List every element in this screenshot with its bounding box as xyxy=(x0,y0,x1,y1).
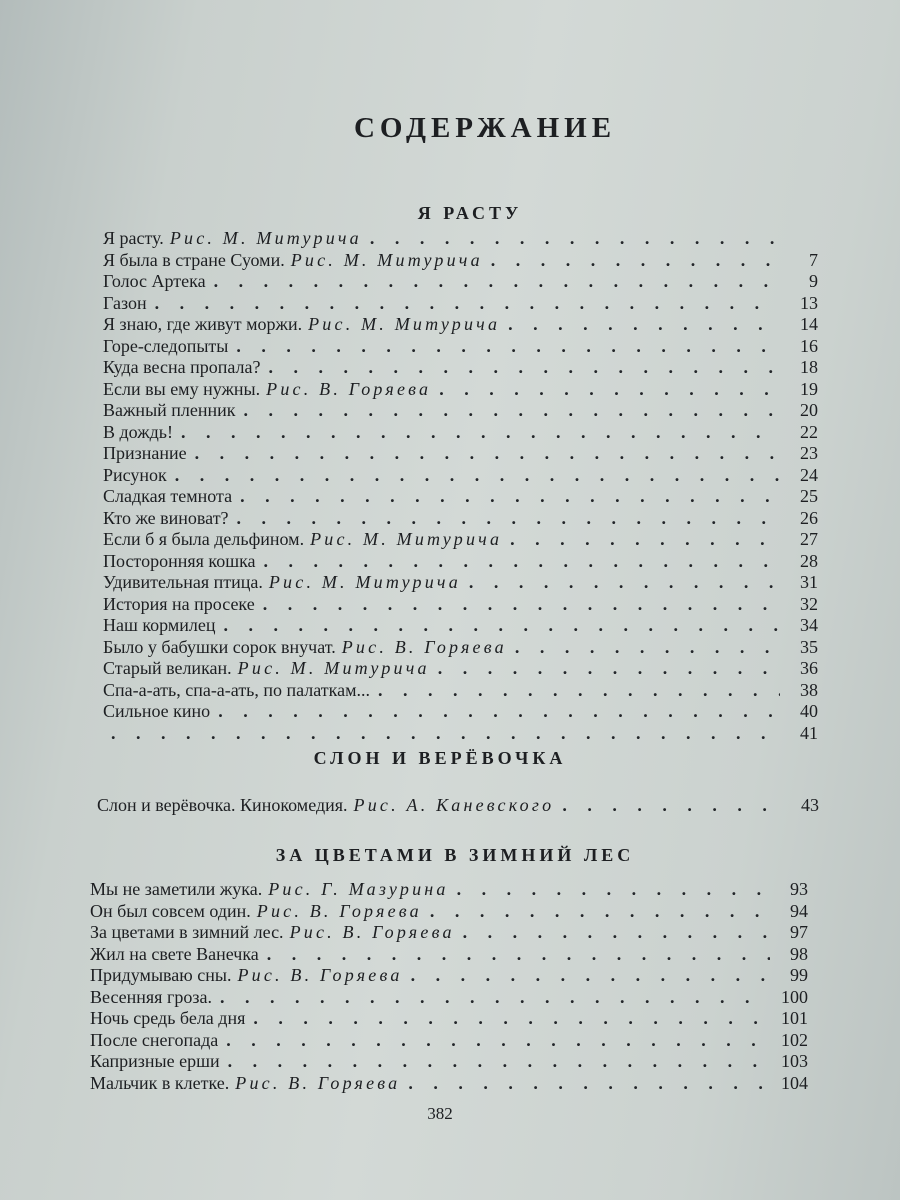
dot-leader xyxy=(411,965,770,987)
toc-entry xyxy=(103,508,818,530)
entry-page-number: 19 xyxy=(800,378,818,399)
entry-title: Голос Артека xyxy=(103,271,206,291)
toc-entry xyxy=(90,879,808,901)
toc-entry xyxy=(103,701,818,723)
entry-page-number: 14 xyxy=(800,314,818,334)
toc-entry xyxy=(103,400,818,422)
entry-page-number: 22 xyxy=(800,421,818,442)
entry-illustrator: Рис. М. Митурича xyxy=(237,658,430,678)
entry-illustrator: Рис. В. Горяева xyxy=(266,378,432,399)
entry-page-number: 93 xyxy=(790,879,808,899)
dot-leader xyxy=(268,357,780,379)
entry-page-number: 101 xyxy=(781,1008,808,1028)
entry-title: Он был совсем один. xyxy=(90,900,251,921)
entry-title: Мальчик в клетке. xyxy=(90,1072,230,1093)
toc-entry xyxy=(90,922,808,944)
toc-entry xyxy=(90,965,808,987)
toc-entry xyxy=(103,250,818,272)
entry-page-number: 34 xyxy=(800,615,818,635)
dot-leader xyxy=(111,723,780,745)
entry-page-number: 25 xyxy=(800,486,818,506)
toc-entry xyxy=(103,379,818,401)
toc-entry xyxy=(103,336,818,358)
entry-title: После снегопада xyxy=(90,1029,219,1050)
dot-leader xyxy=(264,551,780,573)
dot-leader xyxy=(457,879,770,901)
toc-entry xyxy=(103,723,818,745)
toc-entry xyxy=(103,529,818,551)
entry-page-number: 31 xyxy=(800,572,818,592)
entry-page-number: 100 xyxy=(781,986,808,1007)
entry-title: Сладкая темнота xyxy=(103,486,233,506)
entry-page-number: 36 xyxy=(800,658,818,678)
dot-leader xyxy=(181,422,780,444)
toc-entry xyxy=(103,357,818,379)
toc-entry xyxy=(103,486,818,508)
entry-page-number: 18 xyxy=(800,357,818,377)
entry-title: Если вы ему нужны. xyxy=(103,378,261,399)
entry-illustrator: Рис. А. Каневского xyxy=(353,795,555,815)
toc-entry xyxy=(90,1073,808,1095)
dot-leader xyxy=(244,400,780,422)
dot-leader xyxy=(236,336,780,358)
dot-leader xyxy=(263,594,780,616)
dot-leader xyxy=(214,271,780,293)
toc-entry xyxy=(90,1008,808,1030)
dot-leader xyxy=(508,314,780,336)
toc-list xyxy=(97,795,819,817)
entry-page-number: 103 xyxy=(781,1051,808,1071)
entry-page-number: 40 xyxy=(800,701,818,721)
entry-title: Я была в стране Суоми. xyxy=(103,249,285,270)
toc-entry xyxy=(90,1030,808,1052)
toc-entry xyxy=(103,680,818,702)
dot-leader xyxy=(515,637,780,659)
entry-page-number: 102 xyxy=(781,1029,808,1050)
entry-title: Наш кормилец xyxy=(103,615,216,635)
entry-title: Кто же виноват? xyxy=(103,507,229,528)
dot-leader xyxy=(220,987,770,1009)
dot-leader xyxy=(237,508,780,530)
entry-title: Слон и верёвочка. Кинокомедия. xyxy=(97,795,348,815)
dot-leader xyxy=(469,572,780,594)
toc-entry xyxy=(90,1051,808,1073)
toc-entry xyxy=(103,615,818,637)
entry-title: Капризные ерши xyxy=(90,1051,220,1071)
dot-leader xyxy=(408,1073,770,1095)
entry-title: Мы не заметили жука. xyxy=(90,879,263,899)
entry-page-number: 9 xyxy=(809,271,818,291)
dot-leader xyxy=(267,944,770,966)
toc-entry xyxy=(90,901,808,923)
entry-title: Было у бабушки сорок внучат. xyxy=(103,636,336,657)
entry-page-number: 13 xyxy=(800,292,818,313)
entry-page-number: 97 xyxy=(790,922,808,942)
page-number: 382 xyxy=(427,1104,453,1123)
toc-entry xyxy=(103,293,818,315)
toc-entry xyxy=(103,443,818,465)
entry-page-number: 99 xyxy=(790,965,808,985)
entry-title: Если б я была дельфином. xyxy=(103,529,305,549)
entry-page-number: 94 xyxy=(790,900,808,921)
entry-illustrator: Рис. В. Горяева xyxy=(341,636,507,657)
dot-leader xyxy=(463,922,770,944)
toc-entry xyxy=(103,271,818,293)
entry-title: История на просеке xyxy=(103,593,255,614)
toc-entry xyxy=(97,795,819,817)
toc-entry xyxy=(103,658,818,680)
entry-page-number: 104 xyxy=(781,1072,808,1093)
entry-title: Рисунок xyxy=(103,464,167,485)
entry-title: Куда весна пропала? xyxy=(103,357,261,377)
toc-entry xyxy=(90,987,808,1009)
dot-leader xyxy=(195,443,780,465)
entry-page-number: 23 xyxy=(800,443,818,463)
dot-leader xyxy=(218,701,780,723)
dot-leader xyxy=(438,658,780,680)
dot-leader xyxy=(370,228,780,250)
entry-title: Старый великан. xyxy=(103,658,232,678)
entry-title: Посторонняя кошка xyxy=(103,550,256,571)
entry-page-number: 7 xyxy=(809,249,818,270)
entry-title: Признание xyxy=(103,443,187,463)
dot-leader xyxy=(224,615,780,637)
dot-leader xyxy=(491,250,780,272)
toc-list xyxy=(90,879,808,1094)
toc-entry xyxy=(103,572,818,594)
entry-illustrator: Рис. Г. Мазурина xyxy=(268,879,449,899)
entry-title: Придумываю сны. xyxy=(90,965,232,985)
dot-leader xyxy=(240,486,780,508)
entry-page-number: 20 xyxy=(800,400,818,420)
entry-page-number: 32 xyxy=(800,593,818,614)
entry-illustrator: Рис. М. Митурича xyxy=(310,529,503,549)
dot-leader xyxy=(430,901,770,923)
dot-leader xyxy=(510,529,780,551)
entry-title: Спа-а-ать, спа-а-ать, по палаткам... xyxy=(103,679,371,700)
entry-illustrator: Рис. М. Митурича xyxy=(268,572,461,592)
entry-title: Я расту. xyxy=(103,228,164,248)
toc-entry xyxy=(103,228,818,250)
toc-entry xyxy=(103,637,818,659)
entry-page-number: 16 xyxy=(800,335,818,356)
entry-page-number: 41 xyxy=(800,722,818,743)
entry-title: В дождь! xyxy=(103,421,174,442)
entry-illustrator: Рис. В. Горяева xyxy=(289,922,455,942)
dot-leader xyxy=(253,1008,770,1030)
toc-entry xyxy=(103,314,818,336)
entry-page-number: 28 xyxy=(800,550,818,571)
entry-page-number: 27 xyxy=(800,529,818,549)
entry-page-number: 38 xyxy=(800,679,818,700)
entry-illustrator: Рис. В. Горяева xyxy=(235,1072,401,1093)
toc-list xyxy=(103,228,818,744)
section-title: Я РАСТУ xyxy=(417,203,523,223)
entry-page-number: 43 xyxy=(801,795,819,815)
dot-leader xyxy=(155,293,780,315)
section-title: СЛОН И ВЕРЁВОЧКА xyxy=(313,748,567,768)
entry-page-number: 35 xyxy=(800,636,818,657)
dot-leader xyxy=(562,795,781,817)
entry-illustrator: Рис. В. Горяева xyxy=(256,900,422,921)
entry-title: Газон xyxy=(103,292,147,313)
entry-page-number: 26 xyxy=(800,507,818,528)
entry-illustrator: Рис. М. Митурича xyxy=(290,249,483,270)
entry-title: Важный пленник xyxy=(103,400,236,420)
dot-leader xyxy=(175,465,780,487)
dot-leader xyxy=(228,1051,770,1073)
dot-leader xyxy=(226,1030,770,1052)
toc-entry xyxy=(103,551,818,573)
entry-title: Ночь средь бела дня xyxy=(90,1008,246,1028)
toc-entry xyxy=(103,594,818,616)
entry-page-number: 98 xyxy=(790,943,808,964)
entry-title: Удивительная птица. xyxy=(103,572,263,592)
entry-title: Весенняя гроза. xyxy=(90,986,212,1007)
entry-title: За цветами в зимний лес. xyxy=(90,922,284,942)
entry-illustrator: Рис. В. Горяева xyxy=(237,965,403,985)
dot-leader xyxy=(439,379,780,401)
dot-leader xyxy=(378,680,780,702)
toc-entry xyxy=(103,465,818,487)
entry-title: Жил на свете Ванечка xyxy=(90,943,259,964)
section-title: ЗА ЦВЕТАМИ В ЗИМНИЙ ЛЕС xyxy=(275,845,635,865)
toc-entry xyxy=(90,944,808,966)
page-title: СОДЕРЖАНИЕ xyxy=(353,112,617,144)
entry-illustrator: Рис. М. Митурича xyxy=(169,228,362,248)
entry-illustrator: Рис. М. Митурича xyxy=(308,314,501,334)
entry-title: Горе-следопыты xyxy=(103,335,229,356)
entry-title: Сильное кино xyxy=(103,701,211,721)
entry-title: Я знаю, где живут моржи. xyxy=(103,314,303,334)
toc-entry xyxy=(103,422,818,444)
entry-page-number: 24 xyxy=(800,464,818,485)
